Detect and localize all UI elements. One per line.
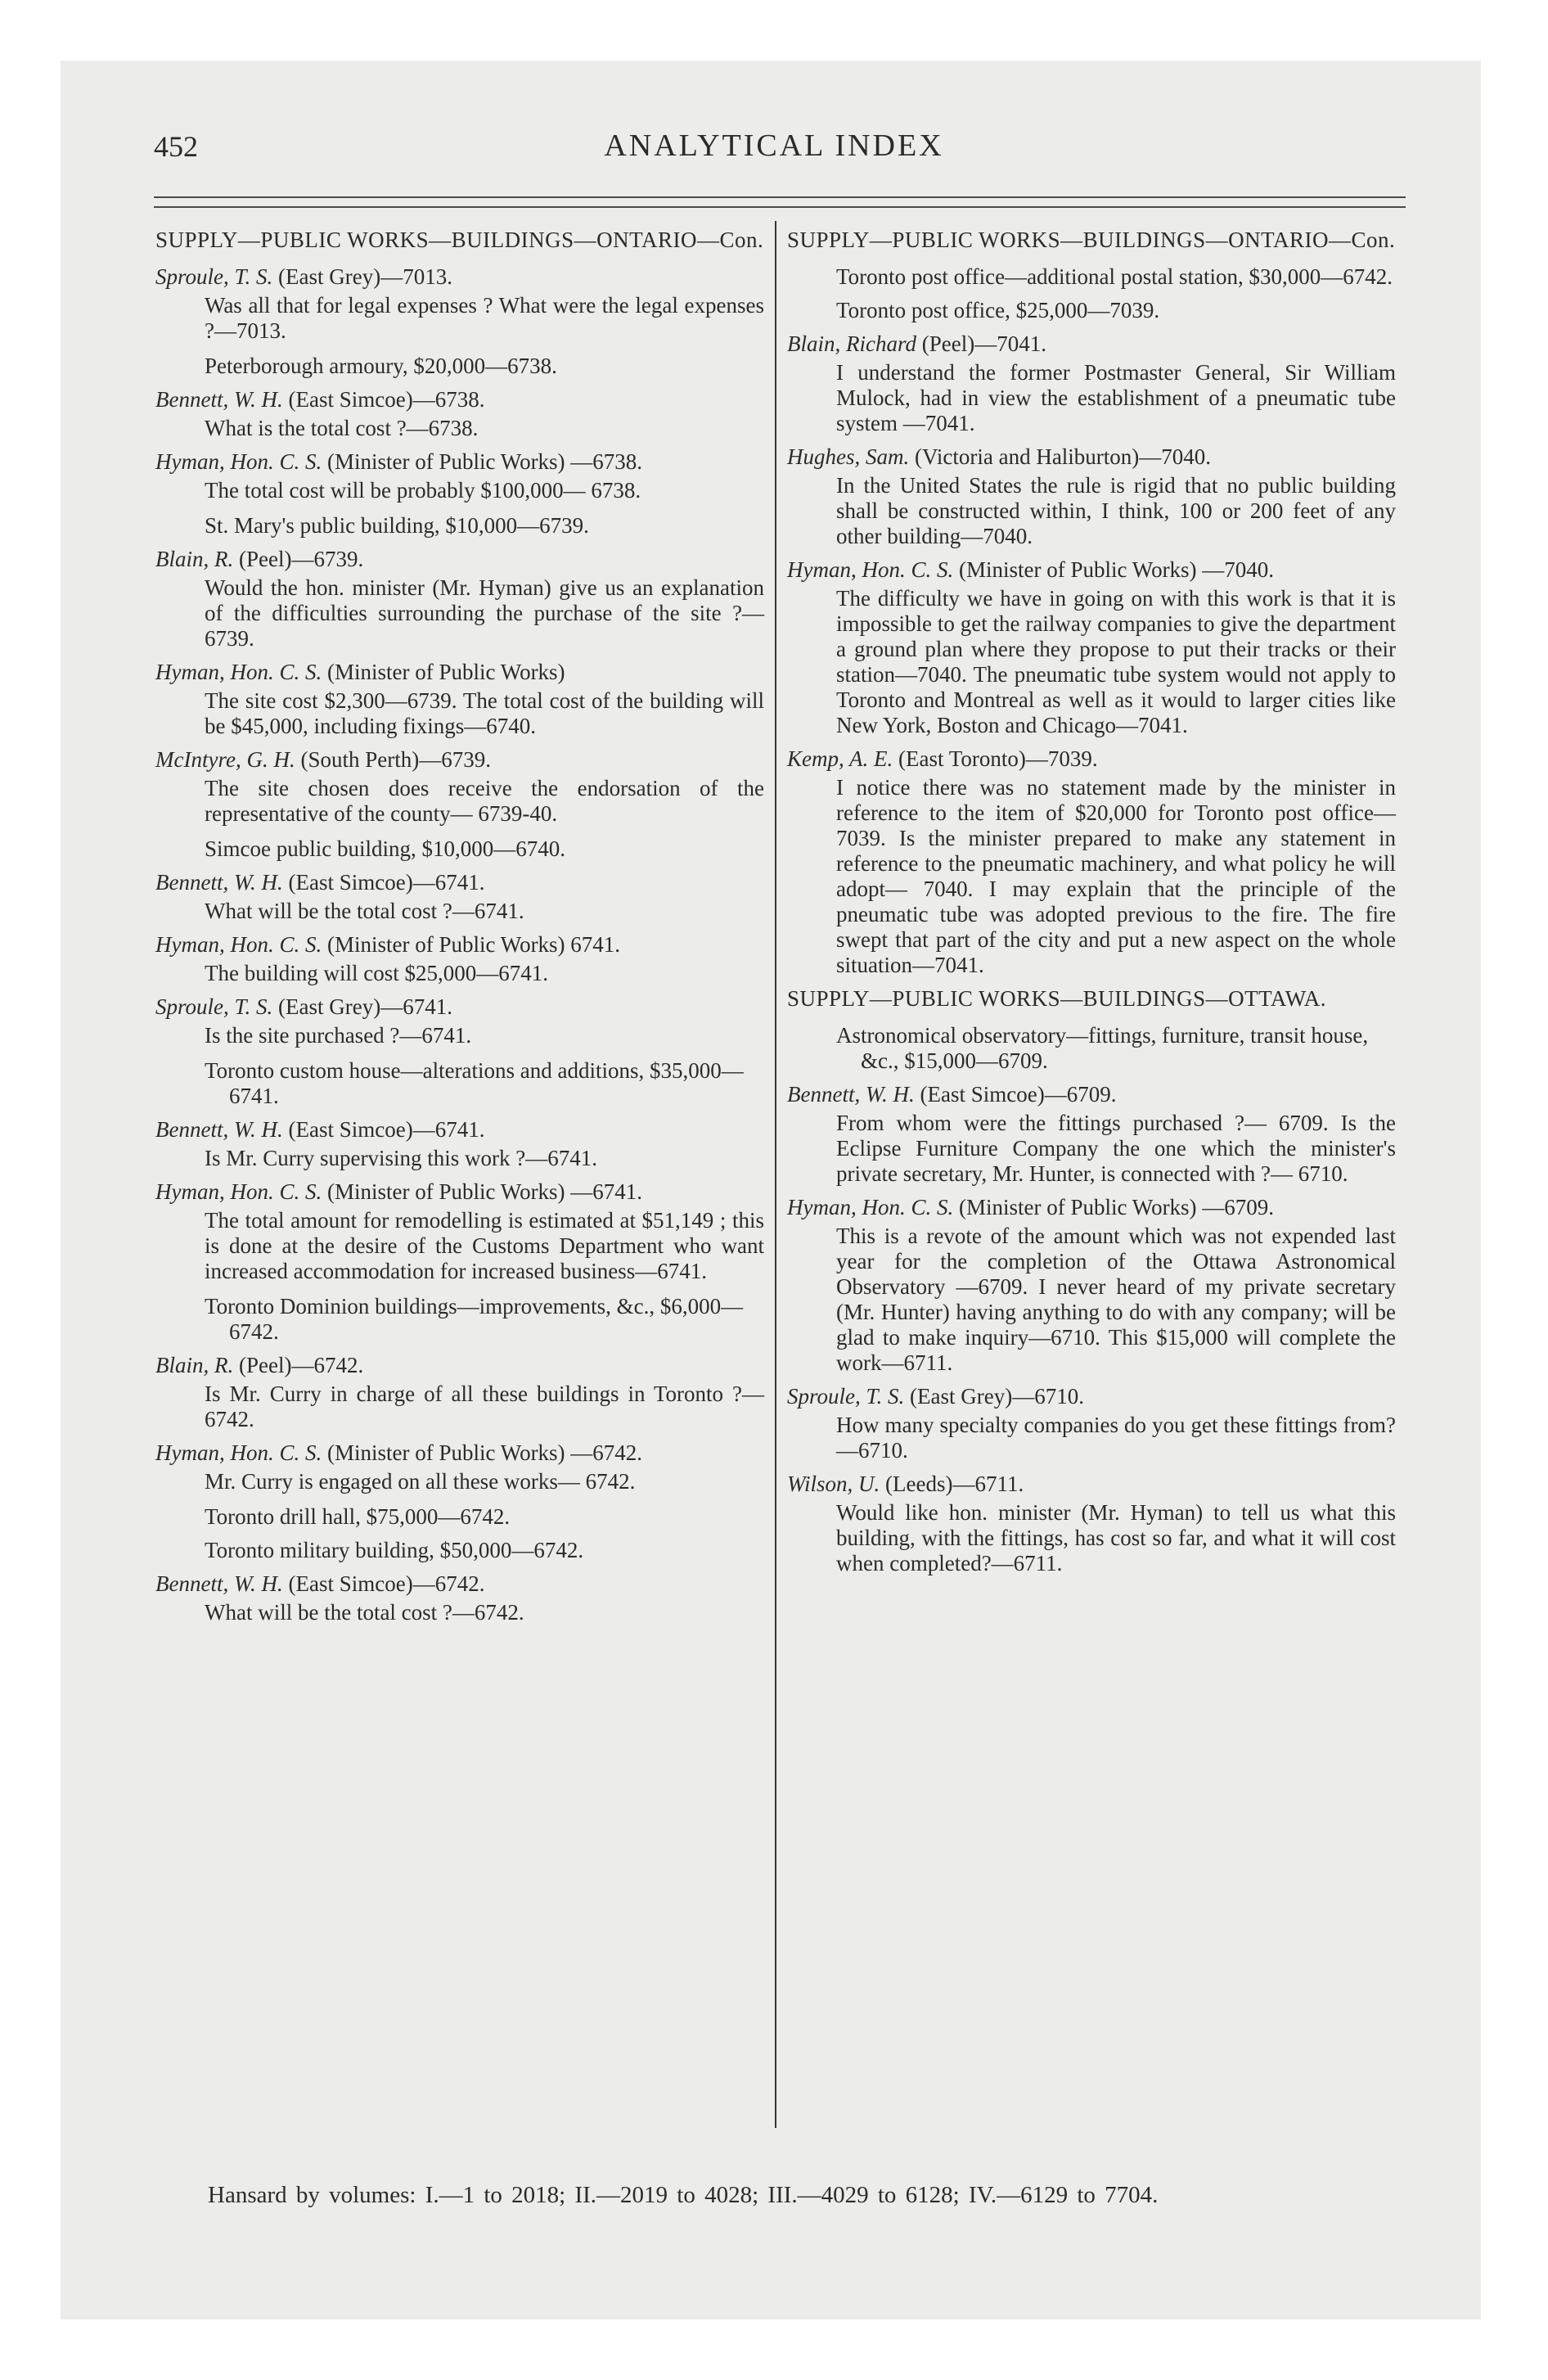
speaker-detail: (Peel)—7041.	[921, 331, 1046, 356]
speaker-name: Hyman, Hon. C. S.	[155, 1179, 322, 1204]
speech-text: The site cost $2,300—6739. The total cost of the building will be $45,000, including fixings—6740.	[205, 688, 764, 738]
right-column	[787, 228, 1396, 1584]
speaker-detail: (South Perth)—6739.	[300, 747, 491, 772]
speaker-detail: (East Grey)—6741.	[278, 994, 452, 1019]
speech-text: The total cost will be probably $100,000— 6738.	[205, 478, 641, 503]
speech-text: Is Mr. Curry supervising this work ?—6741.	[205, 1146, 597, 1170]
speaker-detail: (East Toronto)—7039.	[898, 746, 1098, 771]
speaker-line	[155, 994, 764, 1020]
speaker-line	[787, 557, 1396, 583]
speech-text: In the United States the rule is rigid that no public building shall be constructed within, I think, 100 or 200 feet of any other building—7040.	[836, 473, 1396, 548]
speaker-detail: (Minister of Public Works) —6738.	[327, 449, 643, 474]
speech-text: What will be the total cost ?—6742.	[205, 1600, 524, 1625]
speech-text: The site chosen does receive the endorsation of the representative of the county— 6739-40.	[205, 776, 764, 826]
speaker-name: Hyman, Hon. C. S.	[787, 557, 954, 582]
speaker-line	[155, 660, 764, 685]
speaker-detail: (Minister of Public Works)	[327, 660, 565, 684]
speaker-detail: (East Simcoe)—6741.	[288, 870, 485, 895]
header-rule-top	[154, 196, 1406, 198]
speaker-name: Hyman, Hon. C. S.	[155, 932, 322, 957]
speaker-line	[155, 264, 764, 290]
speech-text: What is the total cost ?—6738.	[205, 416, 479, 440]
speech-text: Is Mr. Curry in charge of all these buildings in Toronto ?—6742.	[205, 1382, 764, 1431]
index-item: Simcoe public building, $10,000—6740.	[205, 836, 565, 861]
speaker-name: Bennett, W. H.	[155, 870, 283, 895]
header-rule-bottom	[154, 206, 1406, 208]
speaker-line	[155, 1117, 764, 1143]
section-heading: SUPPLY—PUBLIC WORKS—BUILDINGS—ONTARIO—Con.	[155, 228, 764, 252]
speaker-line	[787, 1472, 1396, 1497]
speaker-line	[787, 746, 1396, 772]
speech-text: What will be the total cost ?—6741.	[205, 899, 524, 923]
speaker-name: Hughes, Sam.	[787, 444, 910, 469]
speaker-line	[155, 449, 764, 475]
speech-text: The total amount for remodelling is estimated at $51,149 ; this is done at the desire of the Customs Department who want increased accommodation for increased business—6741.	[205, 1208, 764, 1283]
speaker-line	[155, 870, 764, 895]
speaker-name: Bennett, W. H.	[155, 1117, 283, 1142]
speaker-name: Bennett, W. H.	[787, 1082, 915, 1107]
speaker-line	[155, 932, 764, 958]
speaker-line	[155, 1440, 764, 1466]
speaker-name: Kemp, A. E.	[787, 746, 893, 771]
speaker-line	[787, 1384, 1396, 1409]
volume-footer: Hansard by volumes: I.—1 to 2018; II.—2019 to 4028; III.—4029 to 6128; IV.—6129 to 7704.	[208, 2182, 1159, 2208]
speaker-line	[787, 1195, 1396, 1220]
section-heading: SUPPLY—PUBLIC WORKS—BUILDINGS—ONTARIO—Con.	[787, 228, 1396, 252]
speaker-line	[155, 1571, 764, 1597]
speaker-detail: (Minister of Public Works) —6709.	[959, 1195, 1275, 1219]
speaker-name: Blain, R.	[155, 547, 234, 571]
speech-text: The difficulty we have in going on with this work is that it is impossible to get the railway companies to give the department a ground plan where they propose to put their tracks or their station—7040. The pneumatic tube system would not apply to Toronto and Montreal as well as it would to larger cities like New York, Boston and Chicago—7041.	[836, 586, 1396, 737]
speaker-name: Blain, Richard	[787, 331, 916, 356]
speaker-line	[155, 747, 764, 773]
speaker-line	[787, 444, 1396, 470]
speaker-detail: (East Simcoe)—6738.	[288, 387, 485, 412]
index-item: St. Mary's public building, $10,000—6739.	[205, 513, 589, 538]
speaker-name: Blain, R.	[155, 1353, 234, 1377]
speaker-name: Hyman, Hon. C. S.	[155, 660, 322, 684]
speaker-name: Wilson, U.	[787, 1472, 880, 1496]
speaker-name: Sproule, T. S.	[155, 994, 273, 1019]
index-item: Astronomical observatory—fittings, furniture, transit house, &c., $15,000—6709.	[836, 1023, 1369, 1073]
index-item: Toronto custom house—alterations and additions, $35,000—6741.	[205, 1058, 744, 1108]
speaker-detail: (Peel)—6742.	[239, 1353, 364, 1377]
speaker-detail: (Peel)—6739.	[239, 547, 364, 571]
speaker-line	[155, 547, 764, 572]
index-item: Peterborough armoury, $20,000—6738.	[205, 354, 557, 378]
speaker-name: Hyman, Hon. C. S.	[787, 1195, 954, 1219]
speaker-line	[787, 331, 1396, 357]
speaker-detail: (Minister of Public Works) —6741.	[327, 1179, 643, 1204]
running-head: ANALYTICAL INDEX	[604, 128, 944, 163]
speech-text: From whom were the fittings purchased ?— 6709. Is the Eclipse Furniture Company the one which the minister's private secretary, Mr. Hunter, is connected with ?— 6710.	[836, 1111, 1396, 1186]
speech-text: Is the site purchased ?—6741.	[205, 1023, 472, 1048]
page-number: 452	[154, 130, 198, 163]
section-heading: SUPPLY—PUBLIC WORKS—BUILDINGS—OTTAWA.	[787, 986, 1327, 1011]
speaker-detail: (East Grey)—6710.	[910, 1384, 1084, 1409]
speaker-line	[787, 1082, 1396, 1107]
index-item: Toronto post office—additional postal station, $30,000—6742.	[836, 264, 1393, 289]
speaker-line	[155, 1179, 764, 1205]
speaker-detail: (Minister of Public Works) —6742.	[327, 1440, 643, 1465]
speaker-name: Bennett, W. H.	[155, 1571, 283, 1596]
speaker-detail: (Minister of Public Works) 6741.	[327, 932, 621, 957]
speaker-name: Sproule, T. S.	[787, 1384, 905, 1409]
column-divider	[775, 221, 776, 2128]
speaker-detail: (East Grey)—7013.	[278, 264, 452, 289]
speaker-detail: (East Simcoe)—6709.	[920, 1082, 1117, 1107]
speaker-detail: (East Simcoe)—6741.	[288, 1117, 485, 1142]
speech-text: Mr. Curry is engaged on all these works— 6742.	[205, 1469, 636, 1494]
speaker-detail: (Minister of Public Works) —7040.	[959, 557, 1275, 582]
index-item: Toronto drill hall, $75,000—6742.	[205, 1504, 511, 1529]
speaker-detail: (East Simcoe)—6742.	[288, 1571, 485, 1596]
speech-text: This is a revote of the amount which was not expended last year for the completion of the Ottawa Astronomical Observatory —6709. I never heard of my private secretary (Mr. Hunter) having anything to do with any company; will be glad to make inquiry—6710. This $15,000 will complete the work—6711.	[836, 1224, 1396, 1375]
left-column	[155, 228, 764, 1634]
speaker-line	[155, 387, 764, 412]
speech-text: Would like hon. minister (Mr. Hyman) to tell us what this building, with the fittings, has cost so far, and what it will cost when completed?—6711.	[836, 1500, 1396, 1575]
speech-text: Was all that for legal expenses ? What were the legal expenses ?—7013.	[205, 293, 764, 343]
speaker-name: Sproule, T. S.	[155, 264, 273, 289]
speaker-detail: (Victoria and Haliburton)—7040.	[915, 444, 1212, 469]
speech-text: The building will cost $25,000—6741.	[205, 961, 548, 985]
index-item: Toronto Dominion buildings—improvements, &c., $6,000—6742.	[205, 1294, 744, 1344]
speaker-name: Bennett, W. H.	[155, 387, 283, 412]
speaker-detail: (Leeds)—6711.	[885, 1472, 1024, 1496]
index-item: Toronto post office, $25,000—7039.	[836, 298, 1160, 322]
speech-text: I notice there was no statement made by the minister in reference to the item of $20,000 for Toronto post office—7039. Is the minister prepared to make any statement in reference to the pneumatic machinery, and what policy he will adopt— 7040. I may explain that the principle of the pneumatic tube was adopted previous to the fire. The fire swept that part of the city and put a new aspect on the whole situation—7041.	[836, 775, 1396, 977]
speech-text: Would the hon. minister (Mr. Hyman) give us an explanation of the difficulties surrounding the purchase of the site ?—6739.	[205, 575, 764, 651]
speaker-name: McIntyre, G. H.	[155, 747, 295, 772]
speech-text: I understand the former Postmaster General, Sir William Mulock, had in view the establishment of a pneumatic tube system —7041.	[836, 360, 1396, 435]
speaker-line	[155, 1353, 764, 1378]
index-item: Toronto military building, $50,000—6742.	[205, 1538, 584, 1562]
speech-text: How many specialty companies do you get these fittings from?—6710.	[836, 1413, 1396, 1463]
speaker-name: Hyman, Hon. C. S.	[155, 1440, 322, 1465]
speaker-name: Hyman, Hon. C. S.	[155, 449, 322, 474]
